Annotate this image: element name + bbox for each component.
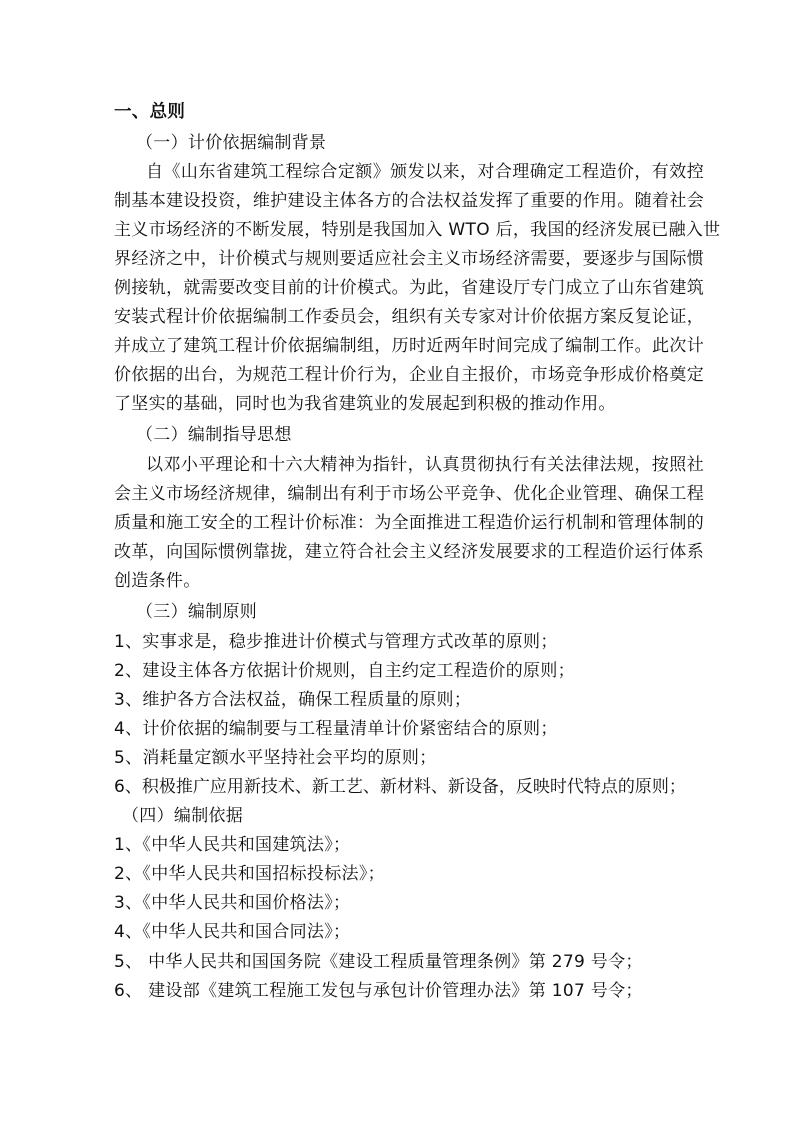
paragraph-line: 界经济之中，计价模式与规则要适应社会主义市场经济需要，要逐步与国际惯 xyxy=(114,249,704,269)
paragraph-line: 会主义市场经济规律，编制出有利于市场公平竞争、优化企业管理、确保工程 xyxy=(114,484,704,504)
list-item: 2、建设主体各方依据计价规则，自主约定工程造价的原则； xyxy=(114,661,575,681)
paragraph-line: 自《山东省建筑工程综合定额》颁发以来，对合理确定工程造价，有效控 xyxy=(146,162,704,182)
paragraph-line: 价依据的出台，为规范工程计价行为，企业自主报价，市场竞争形成价格奠定 xyxy=(114,365,704,385)
list-item: 4、《中华人民共和国合同法》； xyxy=(114,922,351,942)
paragraph-line: 改革，向国际惯例靠拢，建立符合社会主义经济发展要求的工程造价运行体系 xyxy=(114,542,704,562)
list-item: 6、 建设部《建筑工程施工发包与承包计价管理办法》第 107 号令； xyxy=(114,981,643,1001)
chapter-heading: 一、总则 xyxy=(114,102,186,122)
list-item: 5、消耗量定额水平坚持社会平均的原则； xyxy=(114,748,437,768)
list-item: 4、计价依据的编制要与工程量清单计价紧密结合的原则； xyxy=(114,719,558,739)
section-title: （三）编制原则 xyxy=(136,602,258,622)
paragraph-line: 并成立了建筑工程计价依据编制组，历时近两年时间完成了编制工作。此次计 xyxy=(114,336,704,356)
list-item: 6、积极推广应用新技术、新工艺、新材料、新设备，反映时代特点的原则； xyxy=(114,777,686,797)
paragraph-line: 了坚实的基础，同时也为我省建筑业的发展起到积极的推动作用。 xyxy=(114,394,616,414)
section-title: （一）计价依据编制背景 xyxy=(136,133,327,153)
section-title: （二）编制指导思想 xyxy=(136,425,292,445)
paragraph-line: 安装式程计价依据编制工作委员会，组织有关专家对计价依据方案反复论证， xyxy=(114,307,704,327)
section-title: （四）编制依据 xyxy=(122,806,244,826)
list-item: 5、 中华人民共和国国务院《建设工程质量管理条例》第 279 号令； xyxy=(114,952,643,972)
paragraph-line: 质量和施工安全的工程计价标准：为全面推进工程造价运行机制和管理体制的 xyxy=(114,513,704,533)
list-item: 2、《中华人民共和国招标投标法》； xyxy=(114,864,385,884)
list-item: 3、《中华人民共和国价格法》； xyxy=(114,893,351,913)
paragraph-line: 以邓小平理论和十六大精神为指针，认真贯彻执行有关法律法规，按照社 xyxy=(146,455,704,475)
paragraph-line: 创造条件。 xyxy=(114,571,201,591)
list-item: 1、实事求是，稳步推进计价模式与管理方式改革的原则； xyxy=(114,632,558,652)
paragraph-line: 制基本建设投资，维护建设主体各方的合法权益发挥了重要的作用。随着社会 xyxy=(114,191,704,211)
list-item: 3、维护各方合法权益，确保工程质量的原则； xyxy=(114,690,472,710)
paragraph-line: 主义市场经济的不断发展，特别是我国加入 WTO 后，我国的经济发展已融入世 xyxy=(114,220,721,240)
list-item: 1、《中华人民共和国建筑法》； xyxy=(114,835,351,855)
paragraph-line: 例接轨，就需要改变目前的计价模式。为此，省建设厅专门成立了山东省建筑 xyxy=(114,278,704,298)
